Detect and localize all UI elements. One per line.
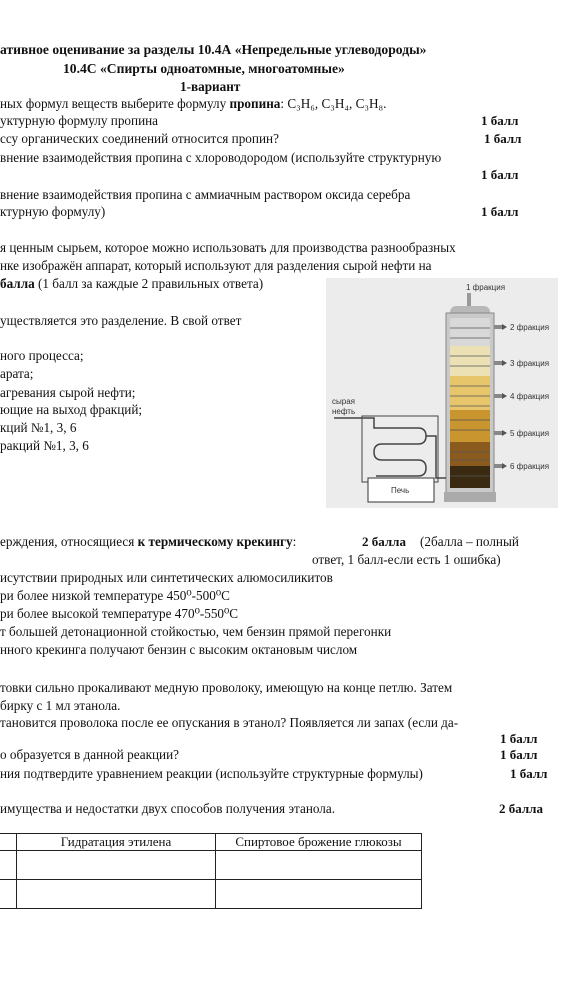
tray-zone-6 [450,466,490,488]
task1-line3: ссу органических соединений относится пропин? [0,131,279,146]
task3-score-note: (2балла – полный [420,534,519,549]
task2-line1: я ценным сырьем, которое можно использовать для производства разнообразных [0,240,456,255]
task3-line1: ерждения, относящиеся к термическому крекингу: [0,534,297,549]
task1-line5: внение взаимодействия пропина с аммиачным раствором оксида серебра [0,187,411,202]
fraction-label-5: 5 фракция [510,429,550,438]
task4-line1: товки сильно прокаливают медную проволоку, имеющую на конце петлю. Затем [0,680,453,695]
task2-line3: балла (1 балл за каждые 2 правильных ответа) [0,276,264,291]
task5-line1: имущества и недостатки двух способов получения этанола. [0,801,336,816]
task4-line5-score: 1 балл [510,766,548,781]
table-row [0,880,422,909]
task3-item: ри более низкой температуре 450⁰-500⁰С [0,588,230,603]
task3-item: ри более высокой температуре 470⁰-550⁰С [0,606,239,621]
task2-item: арата; [0,366,34,381]
task1-line6-score: 1 балл [481,204,519,219]
task3-item: т большей детонационной стойкостью, чем бензин прямой перегонки [0,624,392,639]
table-cell [216,880,422,909]
task1-line1: ных формул веществ выберите формулу пропина: C₃H₆, C₃H₄, C₃H₈. [0,96,387,111]
crude-oil-label-2: нефть [332,407,356,416]
tray-zone-2 [450,346,490,376]
task2-item: кций №1, 3, 6 [0,420,77,435]
tray-zone-5 [450,442,490,466]
task4-line5: ния подтвердите уравнением реакции (используйте структурные формулы) [0,766,423,781]
table-header-cell: Спиртовое брожение глюкозы [216,834,422,851]
table-header-cell [0,834,17,851]
tray-zone-1 [450,318,490,346]
task2-item: ракций №1, 3, 6 [0,438,89,453]
fraction-label-4: 4 фракция [510,392,550,401]
task2-item: ющие на выход фракций; [0,402,143,417]
task3-item: нного крекинга получают бензин с высоким октановым числом [0,642,358,657]
task2-item: агревания сырой нефти; [0,385,136,400]
distillation-column-figure [326,278,558,508]
heating-coil [334,418,426,476]
task4-line2: бирку с 1 мл этанола. [0,698,121,713]
task1-line4: внение взаимодействия пропина с хлороводородом (используйте структурную [0,150,442,165]
task2-item: ного процесса; [0,348,84,363]
table-cell [0,851,17,880]
table-cell [216,851,422,880]
fraction-label-2: 2 фракция [510,323,550,332]
task4-line3: тановится проволока после ее опускания в этанол? Появляется ли запах (если да- [0,715,459,730]
fraction-label-1: 1 фракция [466,283,506,292]
document-title: ативное оценивание за разделы 10.4А «Непредельные углеводороды» [0,42,427,57]
table-cell [17,851,216,880]
task1-line4-score: 1 балл [481,167,519,182]
task4-line4: о образуется в данной реакции? [0,747,180,762]
task1-line6: ктурную формулу) [0,204,106,219]
distillation-column-diagram [326,278,558,508]
task5-score: 2 балла [499,801,543,816]
task3-line2: ответ, 1 балл-если есть 1 ошибка) [312,552,501,567]
fraction-label-3: 3 фракция [510,359,550,368]
task2-line2: нке изображён аппарат, который используют для разделения сырой нефти на [0,258,432,273]
table-header-row [0,834,422,851]
furnace-label: Печь [391,486,410,495]
task4-line4-score: 1 балл [500,747,538,762]
table-cell [0,880,17,909]
crude-oil-label-1: сырая [332,397,355,406]
feed-pipe [426,436,446,478]
task1-line2: уктурную формулу пропина [0,113,159,128]
column-base [444,492,496,502]
task2-line4: уществляется это разделение. В свой ответ [0,313,242,328]
task4-line3-score: 1 балл [500,731,538,746]
task3-score: 2 балла [362,534,406,549]
table-row [0,851,422,880]
task1-line3-score: 1 балл [484,131,522,146]
tray-zone-3 [450,376,490,410]
fraction-arrows [502,324,507,469]
variant-label: 1-вариант [180,79,241,94]
comparison-table [0,833,422,909]
task3-item: исутствии природных или синтетических алюмосиликитов [0,570,333,585]
tray-zone-4 [450,410,490,442]
fraction-label-6: 6 фракция [510,462,550,471]
task1-line2-score: 1 балл [481,113,519,128]
table-header-cell: Гидратация этилена [17,834,216,851]
table-cell [17,880,216,909]
fraction-outlets [494,325,502,468]
document-subtitle: 10.4С «Спирты одноатомные, многоатомные» [63,61,345,76]
